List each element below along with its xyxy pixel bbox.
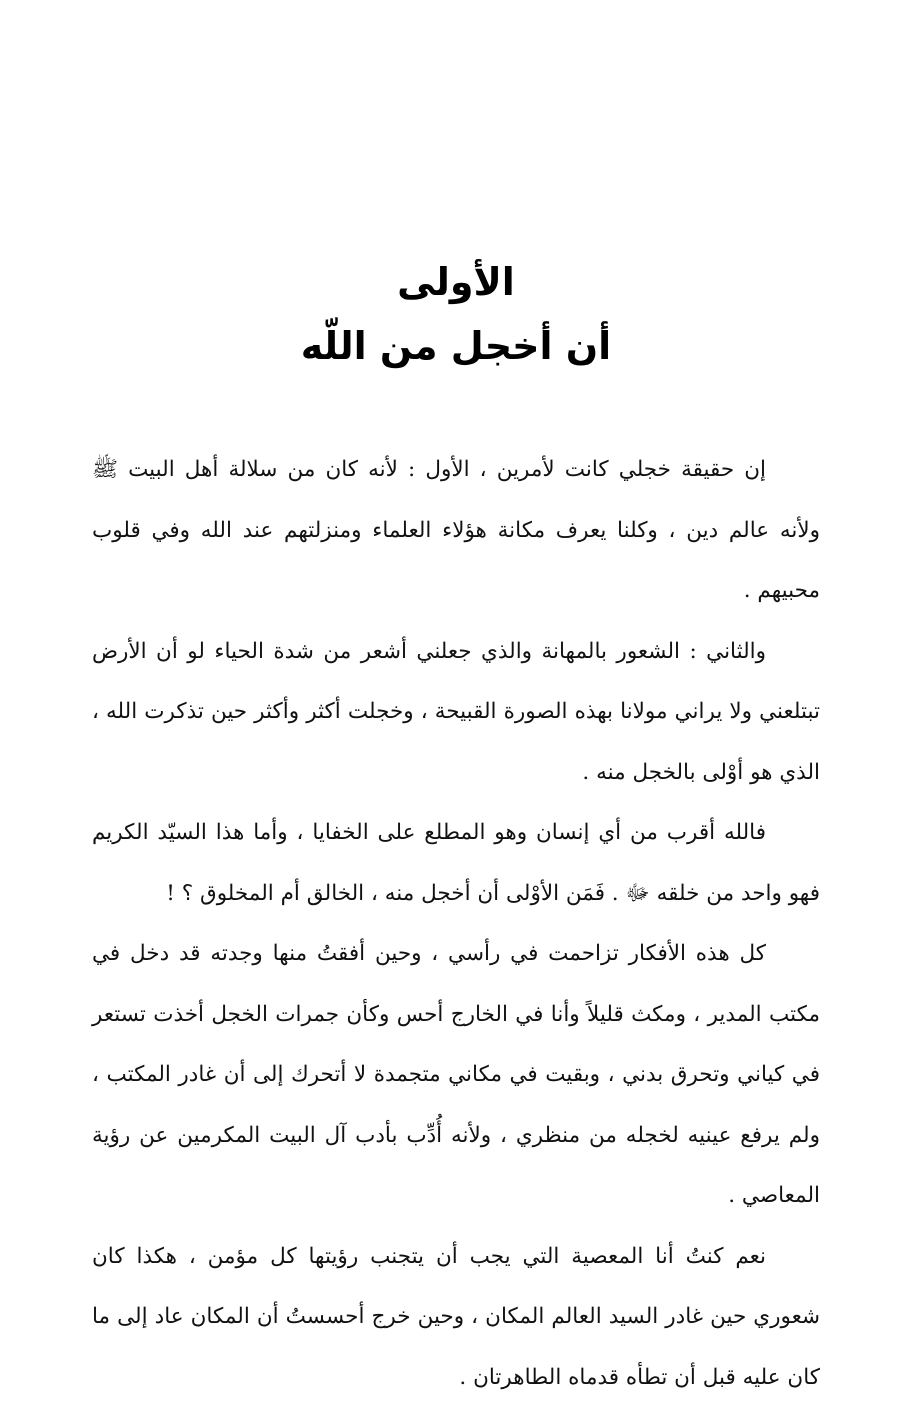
chapter-title-line-2: أن أخجل من اللّه [92,314,820,378]
paragraph-1: إن حقيقة خجلي كانت لأمرين ، الأول : لأنه كان من سلالة أهل البيت ﷺ ولأنه عالم دين ، وكلنا يعرف مكانة هؤلاء العلماء ومنزلتهم عند الله وفي قلوب محبيهم . [92,440,820,622]
chapter-body [92,440,820,1408]
book-page [92,0,820,1373]
paragraph-2: والثاني : الشعور بالمهانة والذي جعلني أشعر من شدة الحياء لو أن الأرض تبتلعني ولا يراني مولانا بهذه الصورة القبيحة ، وخجلت أكثر وأكثر حين تذكرت الله ، الذي هو أوْلى بالخجل منه . [92,622,820,804]
paragraph-3: فالله أقرب من أي إنسان وهو المطلع على الخفايا ، وأما هذا السيّد الكريم فهو واحد من خلقه ﷻ . فَمَن الأوْلى أن أخجل منه ، الخالق أم المخلوق ؟ ! [92,803,820,924]
chapter-heading [92,250,820,378]
paragraph-5: نعم كنتُ أنا المعصية التي يجب أن يتجنب رؤيتها كل مؤمن ، هكذا كان شعوري حين غادر السيد العالم المكان ، وحين خرج أحسستُ أن المكان عاد إلى ما كان عليه قبل أن تطأه قدماه الطاهرتان . [92,1227,820,1408]
paragraph-4: كل هذه الأفكار تزاحمت في رأسي ، وحين أفقتُ منها وجدته قد دخل في مكتب المدير ، ومكث قليلاً وأنا في الخارج أحس وكأن جمرات الخجل أخذت تستعر في كياني وتحرق بدني ، وبقيت في مكاني متجمدة لا أتحرك إلى أن غادر المكتب ، ولم يرفع عينيه لخجله من منظري ، ولأنه أُدِّب بأدب آل البيت المكرمين عن رؤية المعاصي . [92,924,820,1227]
chapter-title-line-1: الأولى [92,250,820,314]
